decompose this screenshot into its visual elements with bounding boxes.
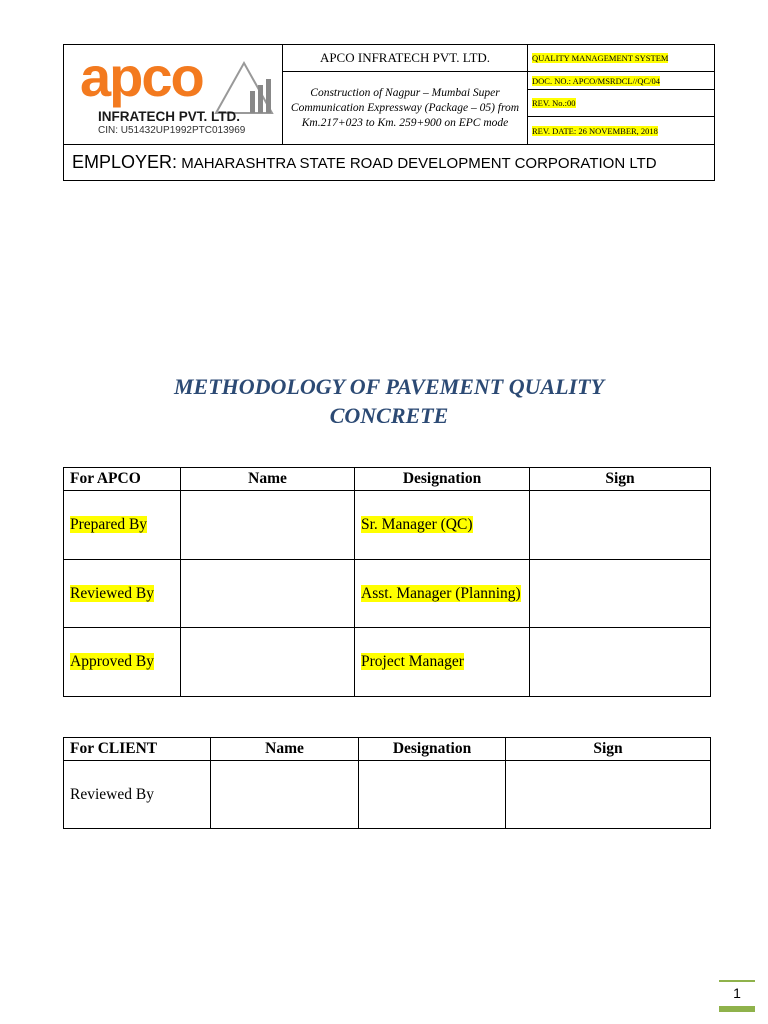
name-cell — [181, 628, 355, 697]
document-title — [63, 372, 715, 430]
role-cell: Approved By — [64, 628, 181, 697]
document-header — [63, 44, 715, 181]
project-description: Construction of Nagpur – Mumbai Super Communication Expressway (Package – 05) from Km.217+023 to Km. 259+900 on EPC mode — [283, 72, 528, 145]
rev-date: REV. DATE: 26 NOVEMBER, 2018 — [528, 117, 715, 145]
designation-cell: Project Manager — [355, 628, 530, 697]
title-line-2: CONCRETE — [329, 403, 449, 428]
table-header-row — [64, 468, 711, 491]
apco-logo: apco — [80, 45, 203, 108]
company-name: APCO INFRATECH PVT. LTD. — [283, 45, 528, 72]
logo-subtitle: INFRATECH PVT. LTD. — [98, 109, 240, 124]
col-header: Designation — [355, 468, 530, 491]
table-row — [64, 560, 711, 628]
name-cell — [181, 491, 355, 560]
title-line-1: METHODOLOGY OF PAVEMENT QUALITY — [173, 374, 605, 399]
col-header: Name — [181, 468, 355, 491]
employer-line — [64, 145, 715, 181]
col-header: Name — [211, 738, 359, 761]
client-signoff-table — [63, 737, 711, 829]
role-cell: Reviewed By — [64, 560, 181, 628]
designation-cell: Sr. Manager (QC) — [355, 491, 530, 560]
building-icon — [214, 55, 274, 115]
page-number: 1 — [719, 980, 755, 1012]
designation-cell — [359, 761, 506, 829]
table-row — [64, 761, 711, 829]
rev-number: REV. No.:00 — [528, 89, 715, 116]
role-cell: Reviewed By — [64, 761, 211, 829]
sign-cell — [506, 761, 711, 829]
col-header: Sign — [506, 738, 711, 761]
col-header: Sign — [530, 468, 711, 491]
employer-label: EMPLOYER: — [72, 152, 178, 173]
logo-cin: CIN: U51432UP1992PTC013969 — [98, 125, 246, 136]
employer-name: MAHARASHTRA STATE ROAD DEVELOPMENT CORPORATION LTD — [181, 155, 657, 173]
sign-cell — [530, 628, 711, 697]
table-header-row — [64, 738, 711, 761]
role-cell: Prepared By — [64, 491, 181, 560]
name-cell — [181, 560, 355, 628]
apco-signoff-table — [63, 467, 711, 697]
table-row — [64, 491, 711, 560]
name-cell — [211, 761, 359, 829]
sign-cell — [530, 560, 711, 628]
col-header: For CLIENT — [64, 738, 211, 761]
col-header: For APCO — [64, 468, 181, 491]
qms-label: QUALITY MANAGEMENT SYSTEM — [528, 45, 715, 72]
table-row — [64, 628, 711, 697]
sign-cell — [530, 491, 711, 560]
col-header: Designation — [359, 738, 506, 761]
doc-number: DOC. NO.: APCO/MSRDCL//QC/04 — [528, 72, 715, 90]
designation-cell: Asst. Manager (Planning) — [355, 560, 530, 628]
logo-cell — [64, 45, 283, 145]
